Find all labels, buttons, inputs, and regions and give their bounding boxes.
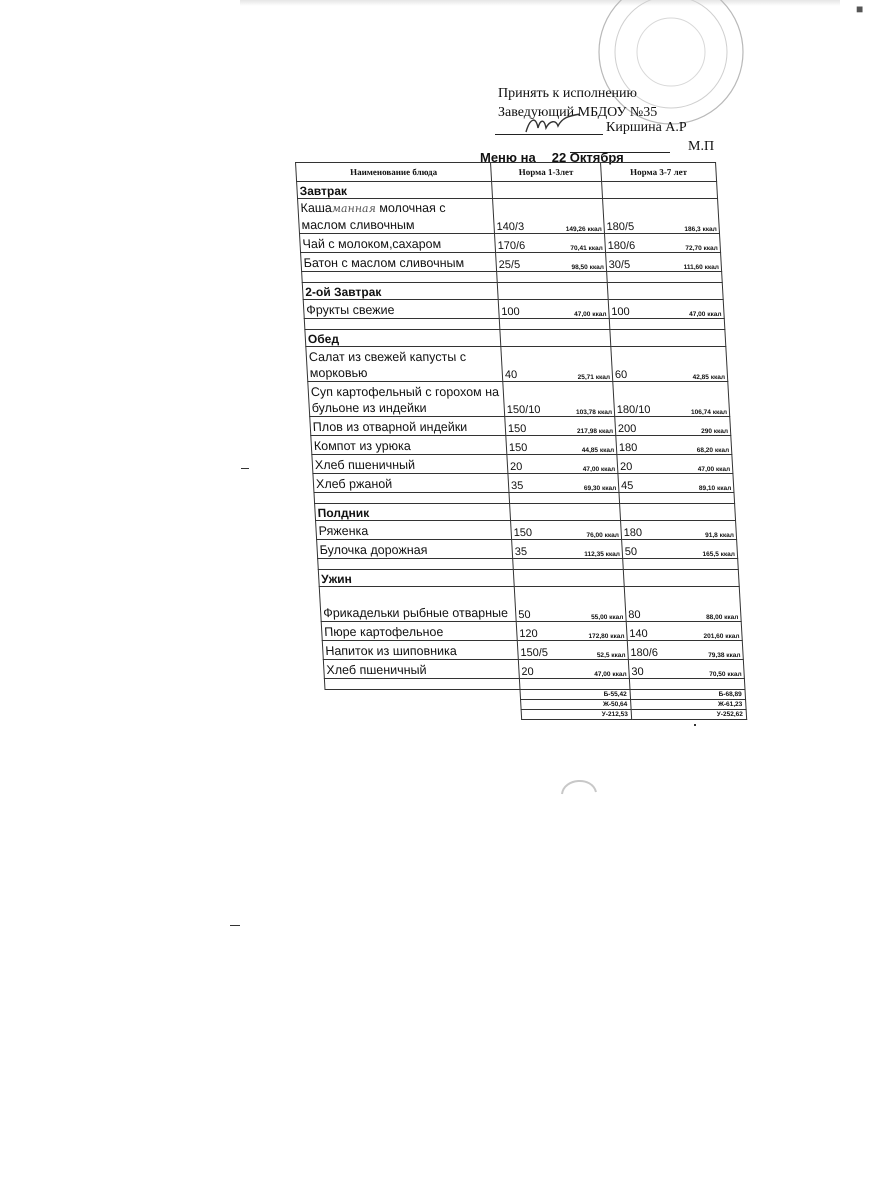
portion-cell-norm1 <box>514 587 626 622</box>
portion-weight: 40 <box>504 369 518 381</box>
portion-weight: 20 <box>509 461 523 473</box>
kcal-number: 42,85 <box>692 374 710 381</box>
kcal-value <box>577 428 613 435</box>
kcal-number: 217,98 <box>576 428 598 435</box>
total-norm2: Ж-61,23 <box>631 700 747 710</box>
empty-cell <box>304 319 500 330</box>
kcal-number: 68,20 <box>696 447 714 454</box>
portion-cell-norm1 <box>517 641 628 660</box>
dish-name: Ряженка <box>316 521 512 540</box>
portion-cell-norm2 <box>628 660 744 679</box>
portion-cell-norm2 <box>603 199 720 234</box>
dish-name: Пюре картофельное <box>321 622 517 641</box>
kcal-value <box>692 374 725 381</box>
kcal-unit: ккал <box>609 614 624 621</box>
kcal-value <box>705 532 734 539</box>
table-row <box>321 622 742 641</box>
kcal-unit: ккал <box>589 264 605 271</box>
totals-row <box>325 690 746 700</box>
empty-cell <box>325 690 521 700</box>
portion-wrap <box>521 666 627 678</box>
empty-cell <box>314 493 510 504</box>
portion-weight: 150 <box>508 442 528 454</box>
portion-weight: 140/3 <box>496 221 525 233</box>
kcal-number: 89,10 <box>698 485 716 492</box>
table-row <box>303 300 724 319</box>
portion-cell-norm2 <box>621 521 737 540</box>
portion-wrap <box>496 221 602 233</box>
kcal-number: 44,85 <box>581 447 599 454</box>
kcal-value <box>709 671 742 678</box>
handwritten-word: манная <box>331 202 377 215</box>
kcal-number: 172,80 <box>588 633 609 640</box>
kcal-value <box>594 671 627 678</box>
dish-name: Суп картофельный с горохом на бульоне из индейки <box>308 382 505 417</box>
empty-cell <box>326 710 522 720</box>
kcal-unit: ккал <box>715 466 731 473</box>
kcal-value <box>571 264 604 271</box>
empty-cell <box>609 319 725 330</box>
kcal-unit: ккал <box>725 633 740 640</box>
portion-weight: 60 <box>614 369 628 381</box>
dish-name: Хлеб пшеничный <box>323 660 519 679</box>
column-header-norm2: Норма 3-7 лет <box>601 163 717 182</box>
portion-weight: 180/6 <box>607 240 636 252</box>
kcal-unit: ккал <box>704 264 720 271</box>
portion-wrap <box>621 480 732 492</box>
kcal-number: 149,26 <box>565 226 586 233</box>
portion-wrap <box>620 461 731 473</box>
column-header-norm1: Норма 1-3лет <box>491 163 602 182</box>
portion-cell-norm2 <box>613 382 730 417</box>
kcal-number: 69,30 <box>583 485 601 492</box>
kcal-number: 72,70 <box>685 245 702 252</box>
section-title: Завтрак <box>297 182 493 199</box>
portion-cell-norm2 <box>615 417 731 436</box>
kcal-unit: ккал <box>610 633 625 640</box>
portion-weight: 100 <box>611 306 631 318</box>
dish-name: Плов из отварной индейки <box>310 417 506 436</box>
portion-weight: 45 <box>620 480 634 492</box>
kcal-value <box>698 466 731 473</box>
table-row <box>308 382 730 417</box>
portion-wrap <box>607 240 718 252</box>
kcal-unit: ккал <box>714 447 730 454</box>
table-row <box>316 521 737 540</box>
empty-cell <box>607 283 723 300</box>
empty-cell <box>623 570 739 587</box>
portion-cell-norm1 <box>503 382 615 417</box>
portion-wrap <box>629 628 740 640</box>
kcal-value <box>576 409 612 416</box>
section-row <box>318 570 739 587</box>
portion-wrap <box>501 306 607 318</box>
portion-weight: 20 <box>521 666 535 678</box>
kcal-unit: ккал <box>719 532 735 539</box>
kcal-number: 103,78 <box>575 409 597 416</box>
kcal-unit: ккал <box>712 409 728 416</box>
spacer-row <box>302 272 723 283</box>
kcal-unit: ккал <box>611 652 626 659</box>
portion-cell-norm1 <box>508 474 619 493</box>
table-row <box>317 540 738 559</box>
kcal-number: 165,5 <box>702 551 720 558</box>
section-row <box>302 283 723 300</box>
portion-wrap <box>606 221 717 233</box>
portion-cell-norm1 <box>506 436 617 455</box>
portion-cell-norm1 <box>512 540 623 559</box>
portion-wrap <box>617 404 728 416</box>
empty-cell <box>326 700 522 710</box>
empty-cell <box>509 493 620 504</box>
portion-wrap <box>520 647 626 659</box>
empty-cell <box>602 182 718 199</box>
portion-weight: 150/5 <box>520 647 549 659</box>
table-row <box>299 234 720 253</box>
portion-wrap <box>623 527 734 539</box>
kcal-value <box>577 374 610 381</box>
kcal-number: 70,41 <box>570 245 587 252</box>
kcal-unit: ккал <box>710 374 726 381</box>
portion-cell-norm2 <box>611 347 728 382</box>
dish-name: Чай с молоком,сахаром <box>299 234 495 253</box>
total-norm1: У-212,53 <box>521 710 632 720</box>
kcal-unit: ккал <box>600 466 616 473</box>
kcal-unit: ккал <box>716 485 732 492</box>
empty-cell <box>318 559 514 570</box>
empty-cell <box>513 559 624 570</box>
section-title: Обед <box>305 330 501 347</box>
signature-icon <box>522 108 592 138</box>
section-row <box>315 504 736 521</box>
corner-mark: ■ <box>856 2 864 16</box>
totals-row <box>326 700 747 710</box>
kcal-value <box>684 226 717 233</box>
margin-dash <box>230 925 240 926</box>
portion-weight: 50 <box>624 546 638 558</box>
kcal-unit: ккал <box>588 245 604 252</box>
kcal-value <box>566 226 602 233</box>
empty-cell <box>500 330 611 347</box>
kcal-value <box>703 633 739 640</box>
kcal-number: 47,00 <box>688 311 706 318</box>
spacer-row <box>304 319 725 330</box>
table-row <box>298 199 720 234</box>
kcal-unit: ккал <box>592 311 607 318</box>
table-row <box>319 587 741 622</box>
portion-wrap <box>618 423 729 435</box>
portion-weight: 30 <box>631 666 645 678</box>
menu-date: 22 Октября <box>551 150 624 165</box>
kcal-number: 47,00 <box>697 466 715 473</box>
portion-wrap <box>508 423 614 435</box>
empty-cell <box>619 493 735 504</box>
dish-name: Компот из урюка <box>311 436 507 455</box>
approval-line-1: Принять к исполнению <box>498 86 637 101</box>
kcal-value <box>685 245 718 252</box>
kcal-value <box>701 428 728 435</box>
dish-name-part: молочная с маслом сливочным <box>301 201 446 232</box>
faint-circle-mark <box>554 770 604 806</box>
portion-wrap <box>509 442 615 454</box>
portion-weight: 180/5 <box>606 221 635 233</box>
kcal-value <box>702 551 735 558</box>
empty-cell <box>324 679 520 690</box>
kcal-number: 47,00 <box>594 671 611 678</box>
column-header-dish: Наименование блюда <box>296 163 492 182</box>
portion-weight: 140 <box>629 628 649 640</box>
dish-name-part: Каша <box>300 201 333 215</box>
kcal-unit: ккал <box>597 409 613 416</box>
total-norm2: Б-68,89 <box>630 690 746 700</box>
portion-cell-norm1 <box>498 300 609 319</box>
empty-cell <box>629 679 745 690</box>
empty-cell <box>610 330 726 347</box>
section-title: Полдник <box>315 504 511 521</box>
kcal-value <box>584 485 617 492</box>
dish-name: Хлеб ржаной <box>313 474 509 493</box>
portion-cell-norm2 <box>622 540 738 559</box>
portion-weight: 150/10 <box>506 404 541 416</box>
table-row <box>323 660 744 679</box>
kcal-number: 98,50 <box>571 264 589 271</box>
kcal-number: 52,5 <box>596 652 610 659</box>
portion-wrap <box>630 647 741 659</box>
portion-weight: 170/6 <box>497 240 526 252</box>
portion-wrap <box>628 609 739 621</box>
kcal-number: 91,8 <box>704 532 718 539</box>
kcal-value <box>706 614 739 621</box>
kcal-number: 88,00 <box>705 614 723 621</box>
kcal-value <box>591 614 624 621</box>
kcal-number: 76,00 <box>586 532 603 539</box>
dish-name <box>298 199 495 234</box>
portion-cell-norm1 <box>516 622 627 641</box>
spacer-row <box>314 493 735 504</box>
portion-cell-norm2 <box>604 234 720 253</box>
empty-cell <box>519 679 630 690</box>
portion-cell-norm1 <box>507 455 618 474</box>
portion-weight: 180 <box>623 527 643 539</box>
portion-wrap <box>631 666 742 678</box>
table-row <box>312 455 733 474</box>
portion-cell-norm2 <box>626 622 742 641</box>
kcal-number: 79,38 <box>708 652 725 659</box>
portion-cell-norm2 <box>616 436 732 455</box>
dish-name: Фрукты свежие <box>303 300 499 319</box>
approval-line-2: Заведующий МБДОУ №35 <box>498 105 658 120</box>
portion-wrap <box>611 306 722 318</box>
kcal-unit: ккал <box>612 671 627 678</box>
portion-wrap <box>608 259 719 271</box>
table-row <box>313 474 734 493</box>
kcal-number: 47,00 <box>573 311 591 318</box>
portion-weight: 80 <box>627 609 641 621</box>
kcal-number: 106,74 <box>690 409 712 416</box>
portion-weight: 200 <box>617 423 637 435</box>
portion-weight: 180/10 <box>616 404 651 416</box>
portion-cell-norm1 <box>505 417 616 436</box>
totals-row <box>326 710 747 720</box>
kcal-number: 112,35 <box>584 551 605 558</box>
portion-cell-norm1 <box>511 521 622 540</box>
portion-cell-norm2 <box>618 474 734 493</box>
kcal-value <box>574 311 607 318</box>
kcal-value <box>570 245 603 252</box>
kcal-unit: ккал <box>726 652 741 659</box>
kcal-unit: ккал <box>599 447 615 454</box>
section-title: Ужин <box>318 570 514 587</box>
kcal-number: 70,50 <box>709 671 726 678</box>
kcal-unit: ккал <box>587 226 602 233</box>
portion-weight: 50 <box>517 609 531 621</box>
portion-wrap <box>510 461 616 473</box>
total-norm1: Ж-50,64 <box>521 700 632 710</box>
kcal-value <box>689 311 722 318</box>
kcal-number: 55,00 <box>590 614 608 621</box>
empty-cell <box>302 272 498 283</box>
kcal-unit: ккал <box>703 245 719 252</box>
kcal-value <box>582 447 615 454</box>
dish-name: Булочка дорожная <box>317 540 513 559</box>
portion-wrap <box>507 404 613 416</box>
portion-weight: 150 <box>513 527 533 539</box>
kcal-unit: ккал <box>595 374 611 381</box>
empty-cell <box>510 504 621 521</box>
portion-cell-norm1 <box>501 347 613 382</box>
mp-label: М.П <box>688 139 715 154</box>
dish-name: Напиток из шиповника <box>322 641 518 660</box>
empty-cell <box>620 504 736 521</box>
portion-weight: 35 <box>514 546 528 558</box>
menu-title-label: Меню на <box>480 150 536 165</box>
empty-cell <box>497 283 608 300</box>
portion-cell-norm2 <box>617 455 733 474</box>
kcal-value <box>584 551 620 558</box>
portion-weight: 25/5 <box>498 259 521 271</box>
portion-wrap <box>505 369 611 381</box>
kcal-unit: ккал <box>601 485 617 492</box>
dish-name: Салат из свежей капусты с морковью <box>306 347 503 382</box>
kcal-number: 25,71 <box>577 374 595 381</box>
portion-wrap <box>624 546 735 558</box>
empty-cell <box>623 559 739 570</box>
portion-cell-norm1 <box>493 199 605 234</box>
kcal-number: 186,3 <box>684 226 701 233</box>
kcal-number: 111,60 <box>683 264 704 271</box>
signer-name: Киршина А.Р <box>606 120 687 135</box>
kcal-unit: ккал <box>727 671 742 678</box>
kcal-value <box>583 466 616 473</box>
empty-cell <box>497 272 608 283</box>
portion-wrap <box>511 480 617 492</box>
menu-table <box>295 162 747 720</box>
section-row <box>305 330 726 347</box>
total-norm2: У-252,62 <box>631 710 747 720</box>
portion-wrap <box>518 609 624 621</box>
kcal-value <box>697 447 730 454</box>
portion-weight: 35 <box>510 480 524 492</box>
kcal-number: 201,60 <box>703 633 724 640</box>
portion-wrap <box>615 369 726 381</box>
kcal-unit: ккал <box>720 551 736 558</box>
section-row <box>297 182 718 199</box>
table-row <box>301 253 722 272</box>
kcal-value <box>691 409 727 416</box>
spacer-row <box>324 679 745 690</box>
portion-cell-norm2 <box>624 587 741 622</box>
kcal-value <box>597 652 626 659</box>
table-row <box>311 436 732 455</box>
table-header-row <box>296 163 717 182</box>
portion-weight: 20 <box>619 461 633 473</box>
portion-weight: 120 <box>519 628 539 640</box>
spacer-row <box>318 559 739 570</box>
portion-wrap <box>619 442 730 454</box>
portion-cell-norm1 <box>496 253 607 272</box>
portion-weight: 180 <box>618 442 638 454</box>
kcal-number: 47,00 <box>582 466 600 473</box>
kcal-unit: ккал <box>598 428 614 435</box>
total-norm1: Б-55,42 <box>520 690 631 700</box>
portion-wrap <box>514 546 620 558</box>
table-row <box>310 417 731 436</box>
section-title: 2-ой Завтрак <box>302 283 498 300</box>
kcal-value <box>708 652 741 659</box>
table-row <box>306 347 728 382</box>
empty-cell <box>499 319 610 330</box>
portion-wrap <box>497 240 603 252</box>
menu-sheet <box>295 162 749 762</box>
kcal-unit: ккал <box>707 311 722 318</box>
empty-cell <box>607 272 723 283</box>
empty-cell <box>492 182 603 199</box>
portion-cell-norm1 <box>494 234 605 253</box>
portion-wrap <box>498 259 604 271</box>
kcal-value <box>683 264 719 271</box>
kcal-value <box>586 532 619 539</box>
kcal-unit: ккал <box>604 532 620 539</box>
kcal-unit: ккал <box>702 226 717 233</box>
kcal-number: 290 <box>700 428 713 435</box>
kcal-unit: ккал <box>605 551 621 558</box>
portion-weight: 180/6 <box>630 647 659 659</box>
portion-cell-norm1 <box>518 660 629 679</box>
portion-cell-norm2 <box>608 300 724 319</box>
dish-name: Хлеб пшеничный <box>312 455 508 474</box>
empty-cell <box>513 570 624 587</box>
table-row <box>322 641 743 660</box>
portion-weight: 100 <box>501 306 521 318</box>
portion-weight: 30/5 <box>608 259 631 271</box>
portion-cell-norm2 <box>627 641 743 660</box>
portion-weight: 150 <box>507 423 527 435</box>
portion-wrap <box>513 527 619 539</box>
kcal-unit: ккал <box>724 614 739 621</box>
kcal-unit: ккал <box>713 428 729 435</box>
kcal-value <box>699 485 732 492</box>
dish-name: Батон с маслом сливочным <box>301 253 497 272</box>
portion-wrap <box>519 628 625 640</box>
portion-cell-norm2 <box>606 253 722 272</box>
kcal-value <box>588 633 624 640</box>
margin-dash <box>241 468 249 469</box>
dish-name: Фрикадельки рыбные отварные <box>319 587 516 622</box>
